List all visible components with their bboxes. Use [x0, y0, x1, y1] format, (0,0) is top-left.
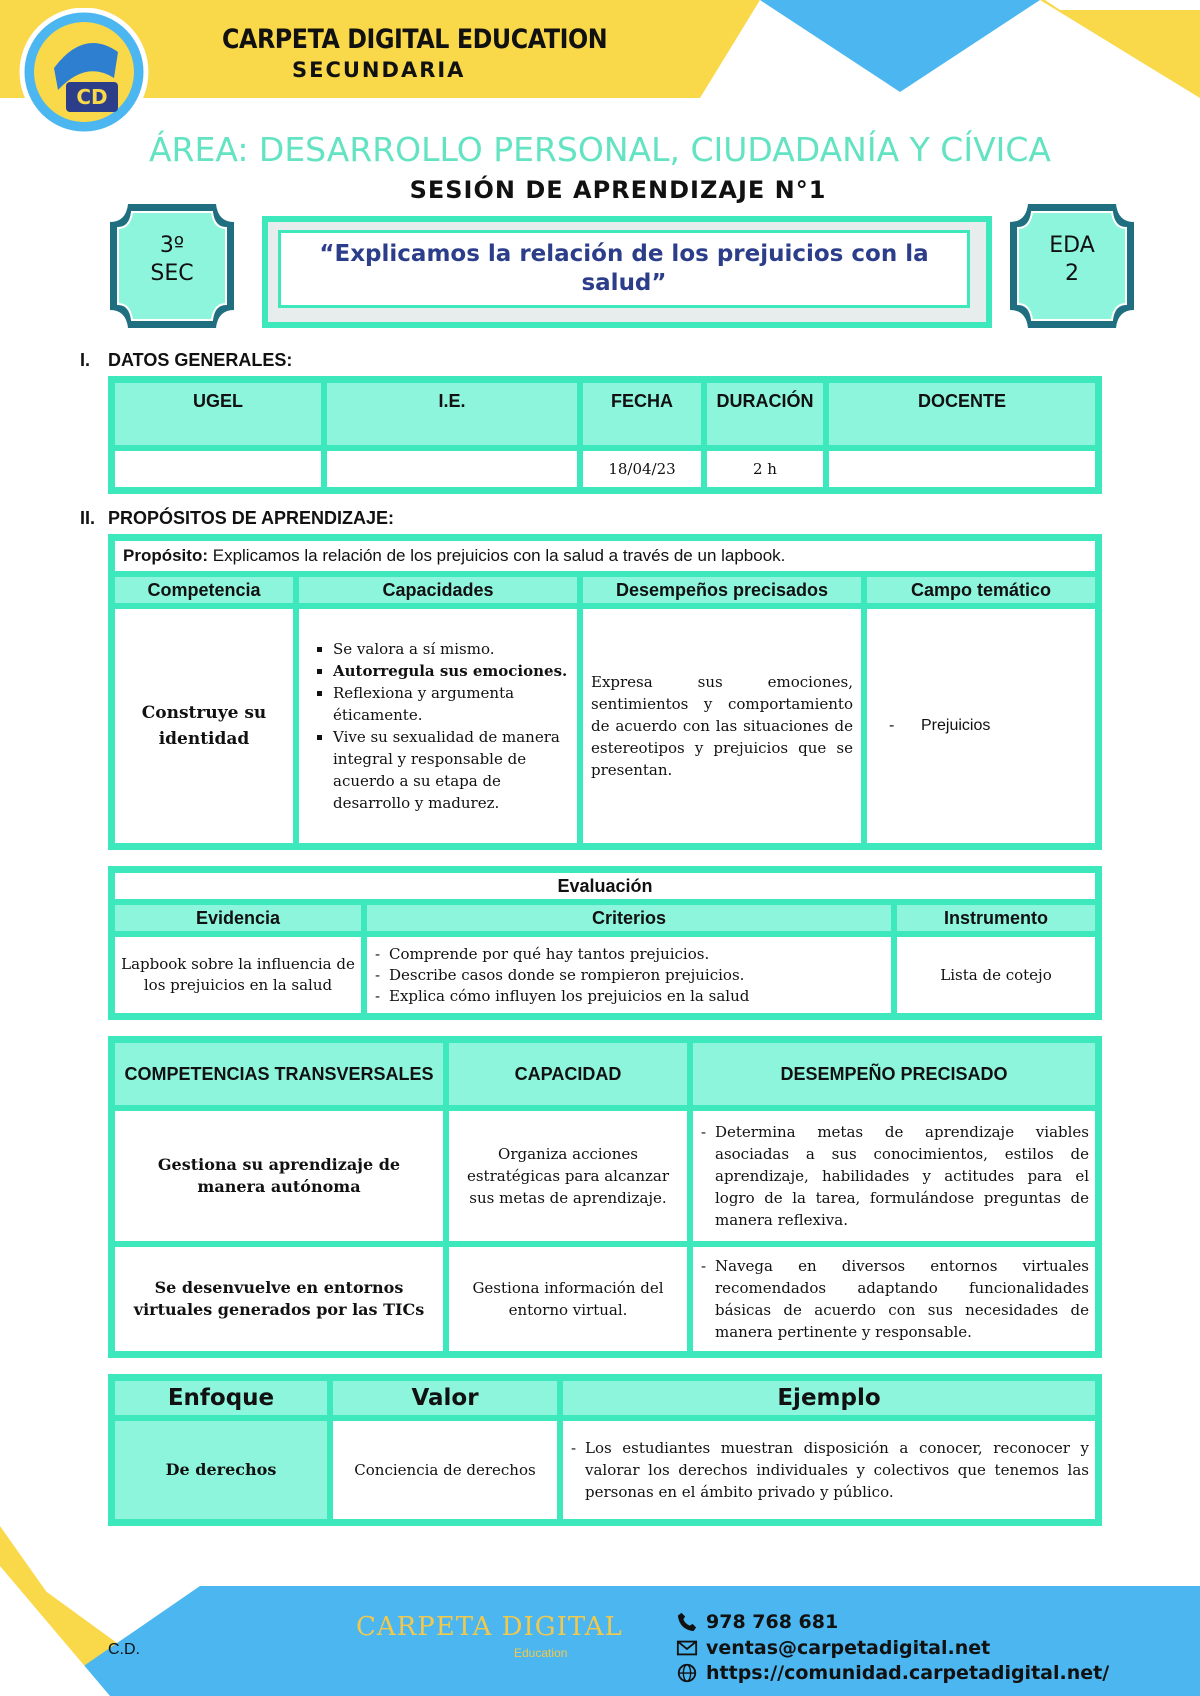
header-ie: I.E. — [324, 380, 580, 448]
grade-badge — [106, 200, 238, 332]
grade-number: 3º — [159, 233, 185, 258]
header-ugel: UGEL — [112, 380, 324, 448]
footer-brand: CARPETA DIGITAL — [356, 1612, 623, 1642]
email-value[interactable]: ventas@carpetadigital.net — [706, 1637, 991, 1659]
section-heading-datos — [80, 350, 292, 371]
header-campo: Campo temático — [864, 574, 1098, 606]
contact-website — [676, 1662, 1109, 1684]
mail-icon — [676, 1637, 698, 1659]
header-criterios: Criterios — [364, 902, 894, 934]
criterio-item: - Explica cómo influyen los prejuicios en la salud — [373, 986, 885, 1007]
transversal-desempeno-cell — [690, 1108, 1098, 1244]
eda-number: 2 — [1065, 261, 1079, 286]
enfoque-value: De derechos — [112, 1418, 330, 1522]
value-ie — [324, 448, 580, 490]
transversal-capacidad: Organiza acciones estratégicas para alcanzar sus metas de aprendizaje. — [446, 1108, 690, 1244]
header-shapes — [0, 0, 1200, 130]
capacidad-item: ▪ Se valora a sí mismo. — [333, 638, 571, 660]
campo-cell: - Prejuicios — [864, 606, 1098, 846]
purpose-cell — [112, 538, 1098, 574]
propositos-table — [108, 534, 1102, 850]
eda-badge — [1006, 200, 1138, 332]
header-desempenos: Desempeños precisados — [580, 574, 864, 606]
session-name: “Explicamos la relación de los prejuicios con la salud” — [319, 241, 929, 296]
capacidad-item: ▪ Reflexiona y argumenta éticamente. — [333, 682, 571, 726]
criterios-cell — [364, 934, 894, 1016]
value-duracion: 2 h — [704, 448, 826, 490]
transversales-table — [108, 1036, 1102, 1358]
capacidades-cell — [296, 606, 580, 846]
transversal-desempeno: - Determina metas de aprendizaje viables asociadas a sus conocimientos, estilos de aprendizaje, habilidades y actitudes para el logro de la tarea, formulándose preguntas de manera reflexiva. — [699, 1121, 1089, 1231]
header-competencia: Competencia — [112, 574, 296, 606]
purpose-label: Propósito: — [123, 546, 208, 565]
footer-brand-sub: Education — [514, 1646, 568, 1660]
value-docente — [826, 448, 1098, 490]
value-ugel — [112, 448, 324, 490]
desempeno-value: Expresa sus emociones, sentimientos y comportamiento de acuerdo con las situaciones de estereotipos y prejuicios que se presentan. — [580, 606, 864, 846]
header-competencias-transversales: COMPETENCIAS TRANSVERSALES — [112, 1040, 446, 1108]
contact-phone — [676, 1611, 838, 1633]
header-valor: Valor — [330, 1378, 560, 1418]
header-instrumento: Instrumento — [894, 902, 1098, 934]
header-capacidades: Capacidades — [296, 574, 580, 606]
area-title: ÁREA: DESARROLLO PERSONAL, CIUDADANÍA Y CÍVICA — [148, 130, 1052, 169]
globe-icon — [676, 1662, 698, 1684]
evaluacion-title: Evaluación — [112, 870, 1098, 902]
header-duracion: DURACIÓN — [704, 380, 826, 448]
transversal-capacidad: Gestiona información del entorno virtual. — [446, 1244, 690, 1354]
evidencia-value: Lapbook sobre la influencia de los prejuicios en la salud — [112, 934, 364, 1016]
value-fecha: 18/04/23 — [580, 448, 704, 490]
header-desempeno-precisado: DESEMPEÑO PRECISADO — [690, 1040, 1098, 1108]
ejemplo-value: - Los estudiantes muestran disposición a conocer, reconocer y valorar los derechos individuales y colectivos que tenemos las personas en el ámbito privado y público. — [569, 1437, 1089, 1503]
eda-label: EDA — [1049, 233, 1095, 258]
brand-subtitle: SECUNDARIA — [292, 58, 466, 82]
transversal-competencia: Se desenvuelve en entornos virtuales generados por las TICs — [112, 1244, 446, 1354]
phone-value: 978 768 681 — [706, 1611, 839, 1633]
phone-icon — [676, 1611, 698, 1633]
section-title: DATOS GENERALES: — [108, 350, 293, 370]
section-heading-propositos — [80, 508, 394, 529]
website-value[interactable]: https://comunidad.carpetadigital.net/ — [706, 1662, 1110, 1684]
criterio-item: - Describe casos donde se rompieron prejuicios. — [373, 965, 885, 986]
header-fecha: FECHA — [580, 380, 704, 448]
header-docente: DOCENTE — [826, 380, 1098, 448]
brand-logo — [14, 8, 154, 138]
purpose-text: Explicamos la relación de los prejuicios con la salud a través de un lapbook. — [212, 546, 786, 565]
section-number: II. — [80, 508, 96, 528]
competencia-value: Construye su identidad — [112, 606, 296, 846]
grade-level: SEC — [150, 261, 194, 286]
evaluacion-table — [108, 866, 1102, 1020]
session-title: SESIÓN DE APRENDIZAJE N°1 — [409, 176, 827, 204]
session-name-box — [262, 216, 992, 328]
header-capacidad: CAPACIDAD — [446, 1040, 690, 1108]
capacidad-item: ▪ Vive su sexualidad de manera integral y responsable de acuerdo a su etapa de desarrollo y madurez. — [333, 726, 571, 814]
brand-title: CARPETA DIGITAL EDUCATION — [222, 24, 608, 55]
datos-generales-table — [108, 376, 1102, 494]
logo-text: CD — [76, 85, 108, 109]
contact-email — [676, 1637, 990, 1659]
section-title: PROPÓSITOS DE APRENDIZAJE: — [108, 508, 395, 528]
transversal-desempeno: - Navega en diversos entornos virtuales recomendados adaptando funcionalidades básicas de acuerdo con sus necesidades de manera pertinente y responsable. — [699, 1255, 1089, 1343]
transversal-competencia: Gestiona su aprendizaje de manera autónoma — [112, 1108, 446, 1244]
campo-value: Prejuicios — [921, 717, 991, 734]
section-number: I. — [80, 350, 91, 370]
capacidad-item: ▪ Autorregula sus emociones. — [333, 660, 571, 682]
instrumento-value: Lista de cotejo — [894, 934, 1098, 1016]
header-evidencia: Evidencia — [112, 902, 364, 934]
header-enfoque: Enfoque — [112, 1378, 330, 1418]
criterio-item: - Comprende por qué hay tantos prejuicios. — [373, 944, 885, 965]
header-ejemplo: Ejemplo — [560, 1378, 1098, 1418]
footer-cd-mark: C.D. — [108, 1641, 140, 1658]
transversal-desempeno-cell — [690, 1244, 1098, 1354]
valor-value: Conciencia de derechos — [330, 1418, 560, 1522]
